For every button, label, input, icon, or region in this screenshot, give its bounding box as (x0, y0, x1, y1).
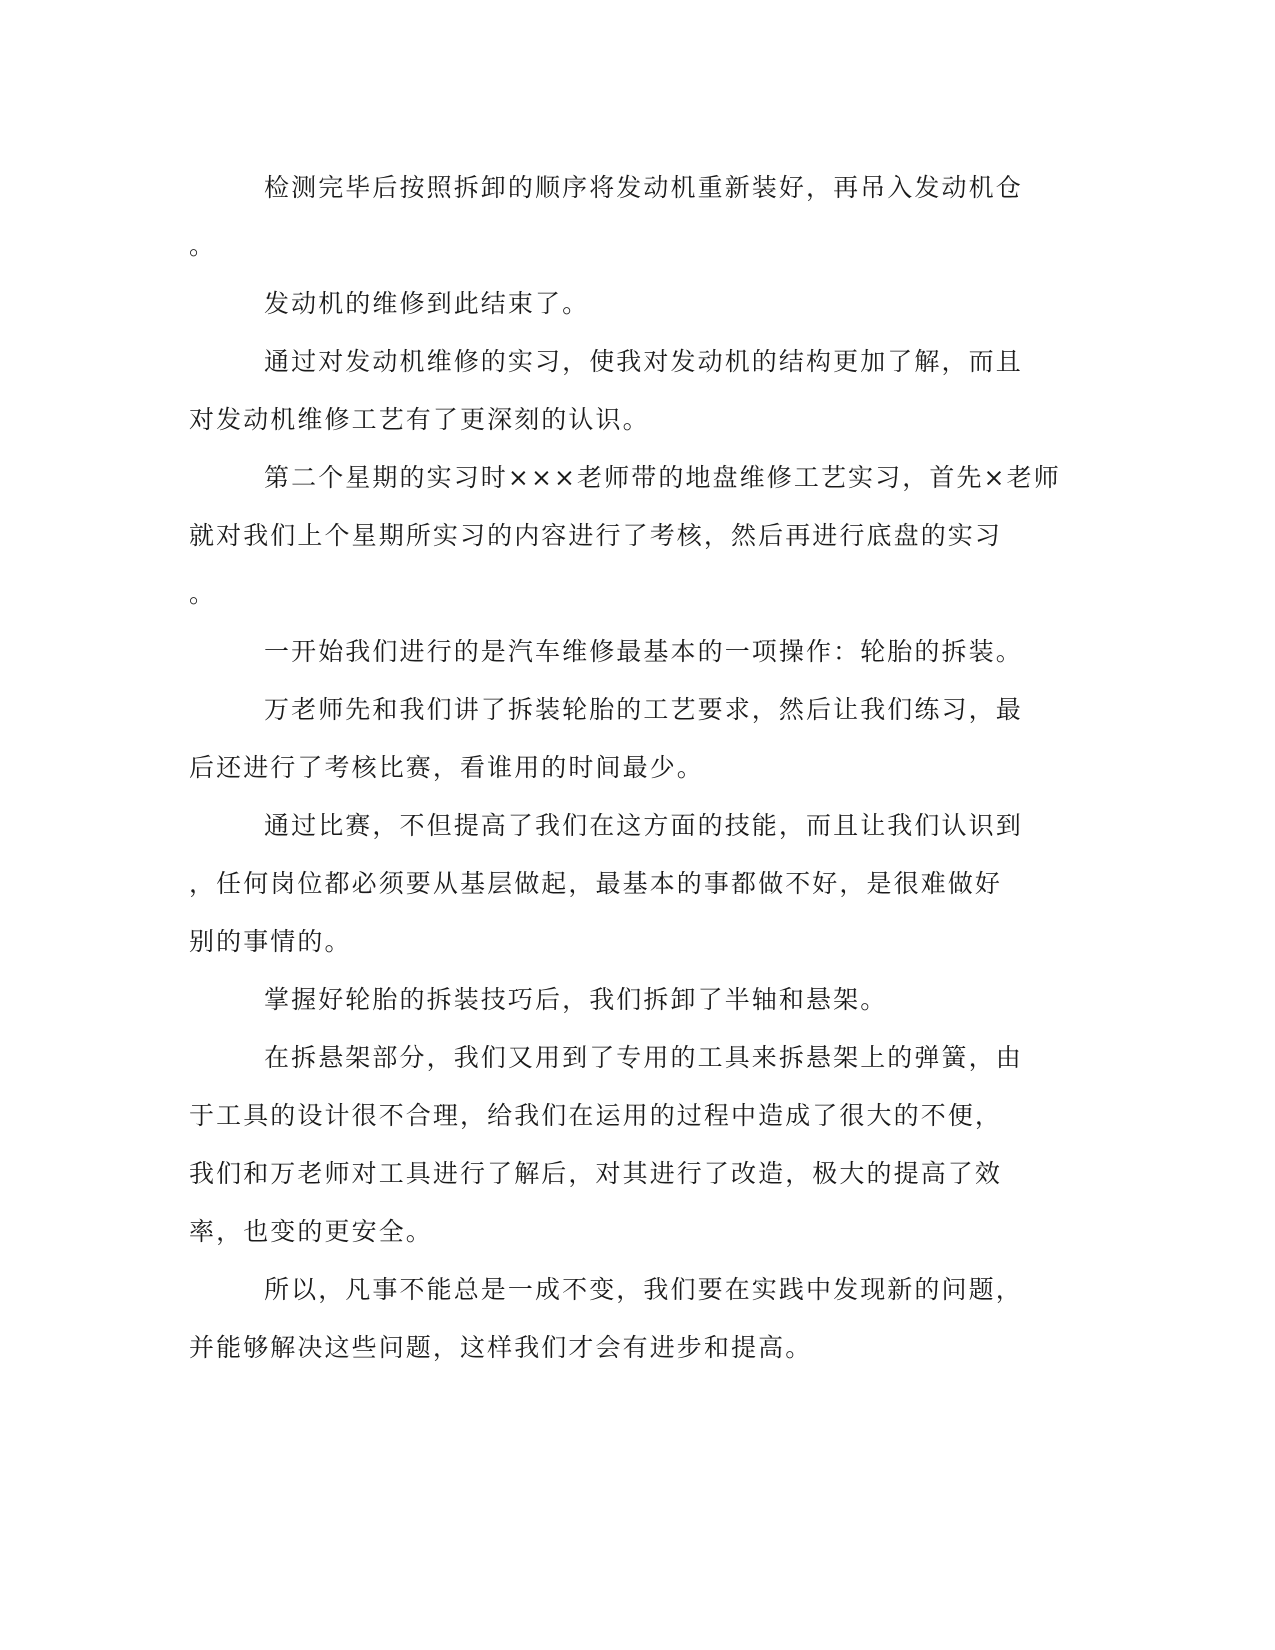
text-line: 所以，凡事不能总是一成不变，我们要在实践中发现新的问题， (264, 1275, 1023, 1304)
text-line: 在拆悬架部分，我们又用到了专用的工具来拆悬架上的弹簧，由 (264, 1043, 1023, 1072)
text-line: 。 (189, 231, 217, 260)
text-line: 。 (189, 579, 217, 608)
text-line: 别的事情的。 (189, 927, 352, 956)
text-line: 对发动机维修工艺有了更深刻的认识。 (189, 405, 650, 434)
text-line: 万老师先和我们讲了拆装轮胎的工艺要求，然后让我们练习，最 (264, 695, 1023, 724)
text-line: 并能够解决这些问题，这样我们才会有进步和提高。 (189, 1333, 813, 1362)
text-line: ，任何岗位都必须要从基层做起，最基本的事都做不好，是很难做好 (189, 869, 1003, 898)
text-line: 率，也变的更安全。 (189, 1217, 433, 1246)
text-line: 通过对发动机维修的实习，使我对发动机的结构更加了解，而且 (264, 347, 1023, 376)
text-line: 通过比赛，不但提高了我们在这方面的技能，而且让我们认识到 (264, 811, 1023, 840)
text-line: 一开始我们进行的是汽车维修最基本的一项操作：轮胎的拆装。 (264, 637, 1023, 666)
text-line: 检测完毕后按照拆卸的顺序将发动机重新装好，再吊入发动机仓 (264, 173, 1023, 202)
text-line: 就对我们上个星期所实习的内容进行了考核，然后再进行底盘的实习 (189, 521, 1003, 550)
text-line: 掌握好轮胎的拆装技巧后，我们拆卸了半轴和悬架。 (264, 985, 888, 1014)
text-line: 后还进行了考核比赛，看谁用的时间最少。 (189, 753, 704, 782)
text-line: 第二个星期的实习时×××老师带的地盘维修工艺实习，首先×老师 (264, 463, 1061, 492)
text-line: 我们和万老师对工具进行了解后，对其进行了改造，极大的提高了效 (189, 1159, 1003, 1188)
text-line: 发动机的维修到此结束了。 (264, 289, 590, 318)
text-line: 于工具的设计很不合理，给我们在运用的过程中造成了很大的不便， (189, 1101, 1003, 1130)
